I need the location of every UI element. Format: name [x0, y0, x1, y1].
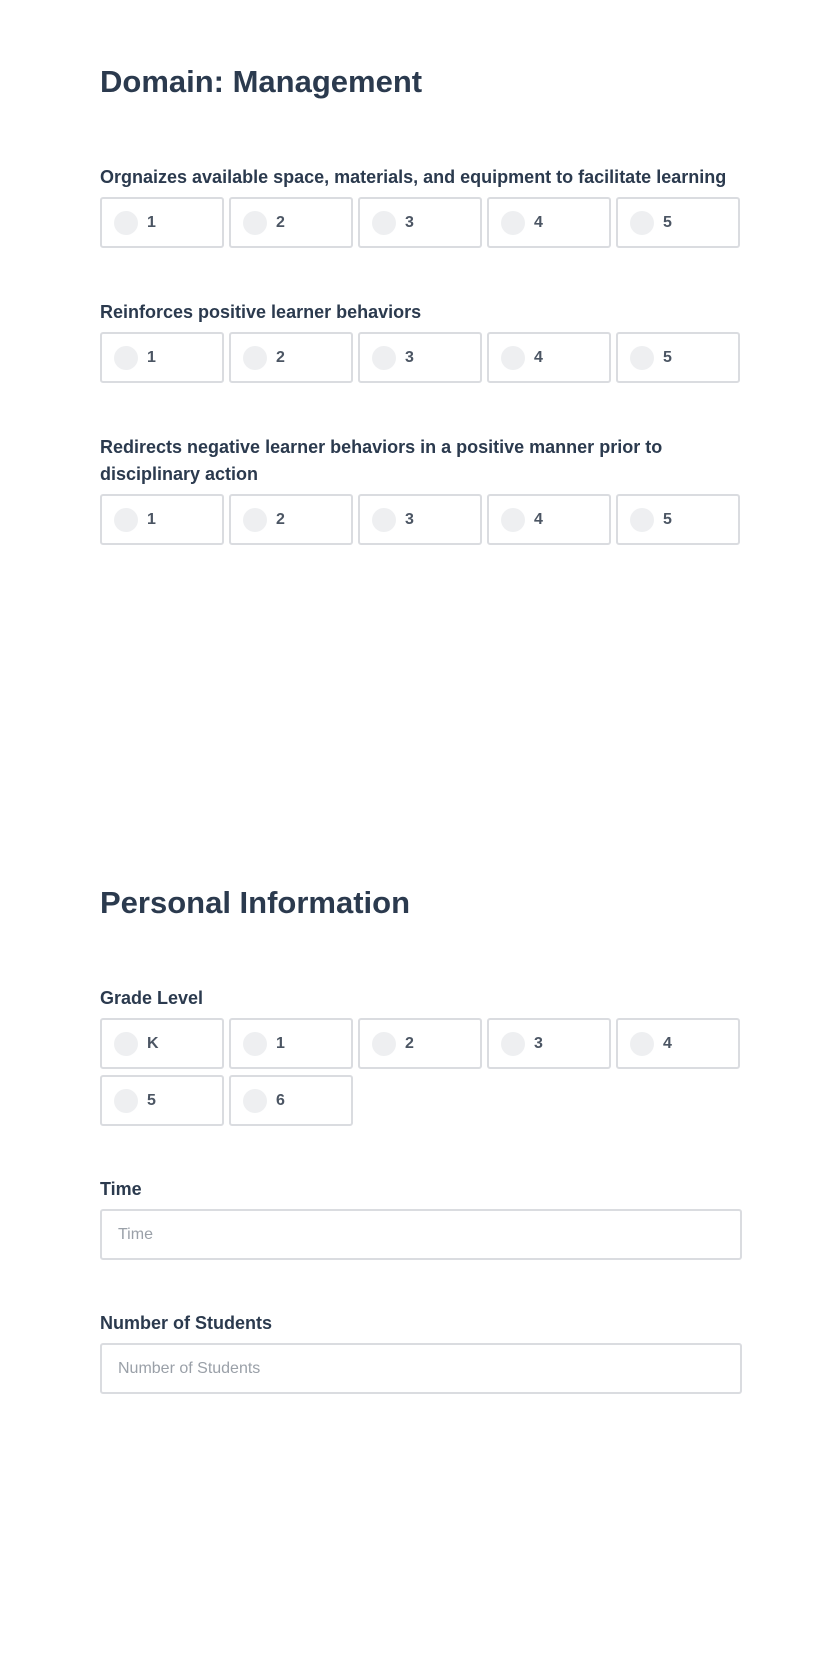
option-label: 1 — [147, 213, 156, 231]
option-label: 6 — [276, 1091, 285, 1109]
question-label: Grade Level — [100, 988, 204, 1008]
rating-option-5[interactable] — [616, 332, 740, 383]
option-label: 1 — [276, 1034, 285, 1052]
radio-icon[interactable] — [114, 1032, 138, 1056]
radio-icon[interactable] — [114, 508, 138, 532]
radio-icon[interactable] — [372, 508, 396, 532]
grade-option-k[interactable] — [100, 1018, 224, 1069]
question-label: Orgnaizes available space, materials, and equipment to facilitate learning — [100, 167, 727, 187]
grade-option-6[interactable] — [229, 1075, 353, 1126]
question-label: Redirects negative learner behaviors in a positive manner prior to disciplinary action — [100, 437, 663, 484]
question-label: Number of Students — [100, 1313, 273, 1333]
option-label: 4 — [534, 510, 543, 528]
question-label: Time — [100, 1179, 142, 1199]
radio-icon[interactable] — [630, 346, 654, 370]
option-label: 4 — [534, 348, 543, 366]
radio-icon[interactable] — [243, 346, 267, 370]
option-label: 4 — [534, 213, 543, 231]
radio-icon[interactable] — [372, 346, 396, 370]
rating-option-1[interactable] — [100, 494, 224, 545]
radio-icon[interactable] — [372, 211, 396, 235]
option-label: 3 — [405, 348, 414, 366]
rating-option-4[interactable] — [487, 197, 611, 248]
option-label: 5 — [663, 348, 672, 366]
question-number-of-students — [100, 1310, 744, 1394]
grade-option-2[interactable] — [358, 1018, 482, 1069]
option-label: 5 — [147, 1091, 156, 1109]
question-label: Reinforces positive learner behaviors — [100, 302, 422, 322]
rating-option-3[interactable] — [358, 332, 482, 383]
option-label: 2 — [276, 213, 285, 231]
rating-option-2[interactable] — [229, 197, 353, 248]
question-grade-level — [100, 985, 744, 1126]
rating-option-2[interactable] — [229, 332, 353, 383]
grade-option-1[interactable] — [229, 1018, 353, 1069]
grade-options — [100, 1018, 744, 1126]
section-title-personal-information: Personal Information — [100, 885, 411, 920]
rating-options — [100, 197, 744, 248]
option-label: 2 — [405, 1034, 414, 1052]
radio-icon[interactable] — [630, 211, 654, 235]
question-organizes-space — [100, 164, 744, 248]
option-label: 3 — [405, 213, 414, 231]
rating-option-4[interactable] — [487, 332, 611, 383]
radio-icon[interactable] — [243, 508, 267, 532]
radio-icon[interactable] — [243, 1032, 267, 1056]
radio-icon[interactable] — [630, 508, 654, 532]
option-label: 2 — [276, 348, 285, 366]
rating-options — [100, 332, 744, 383]
radio-icon[interactable] — [243, 211, 267, 235]
question-reinforces-behaviors — [100, 299, 744, 383]
rating-option-1[interactable] — [100, 197, 224, 248]
radio-icon[interactable] — [501, 346, 525, 370]
time-input[interactable] — [100, 1209, 742, 1260]
option-label: 3 — [405, 510, 414, 528]
rating-options — [100, 494, 744, 545]
radio-icon[interactable] — [501, 211, 525, 235]
rating-option-1[interactable] — [100, 332, 224, 383]
rating-option-3[interactable] — [358, 197, 482, 248]
radio-icon[interactable] — [630, 1032, 654, 1056]
option-label: 1 — [147, 510, 156, 528]
question-redirects-behaviors — [100, 434, 744, 545]
radio-icon[interactable] — [114, 1089, 138, 1113]
rating-option-3[interactable] — [358, 494, 482, 545]
radio-icon[interactable] — [243, 1089, 267, 1113]
option-label: 5 — [663, 213, 672, 231]
rating-option-4[interactable] — [487, 494, 611, 545]
section-title-management: Domain: Management — [100, 64, 423, 99]
option-label: K — [147, 1034, 159, 1052]
question-time — [100, 1176, 744, 1260]
radio-icon[interactable] — [501, 1032, 525, 1056]
option-label: 2 — [276, 510, 285, 528]
rating-option-5[interactable] — [616, 494, 740, 545]
grade-option-5[interactable] — [100, 1075, 224, 1126]
rating-option-5[interactable] — [616, 197, 740, 248]
grade-option-4[interactable] — [616, 1018, 740, 1069]
radio-icon[interactable] — [372, 1032, 396, 1056]
option-label: 5 — [663, 510, 672, 528]
radio-icon[interactable] — [501, 508, 525, 532]
rating-option-2[interactable] — [229, 494, 353, 545]
option-label: 1 — [147, 348, 156, 366]
number-of-students-input[interactable] — [100, 1343, 742, 1394]
option-label: 4 — [663, 1034, 672, 1052]
radio-icon[interactable] — [114, 211, 138, 235]
grade-option-3[interactable] — [487, 1018, 611, 1069]
option-label: 3 — [534, 1034, 543, 1052]
radio-icon[interactable] — [114, 346, 138, 370]
